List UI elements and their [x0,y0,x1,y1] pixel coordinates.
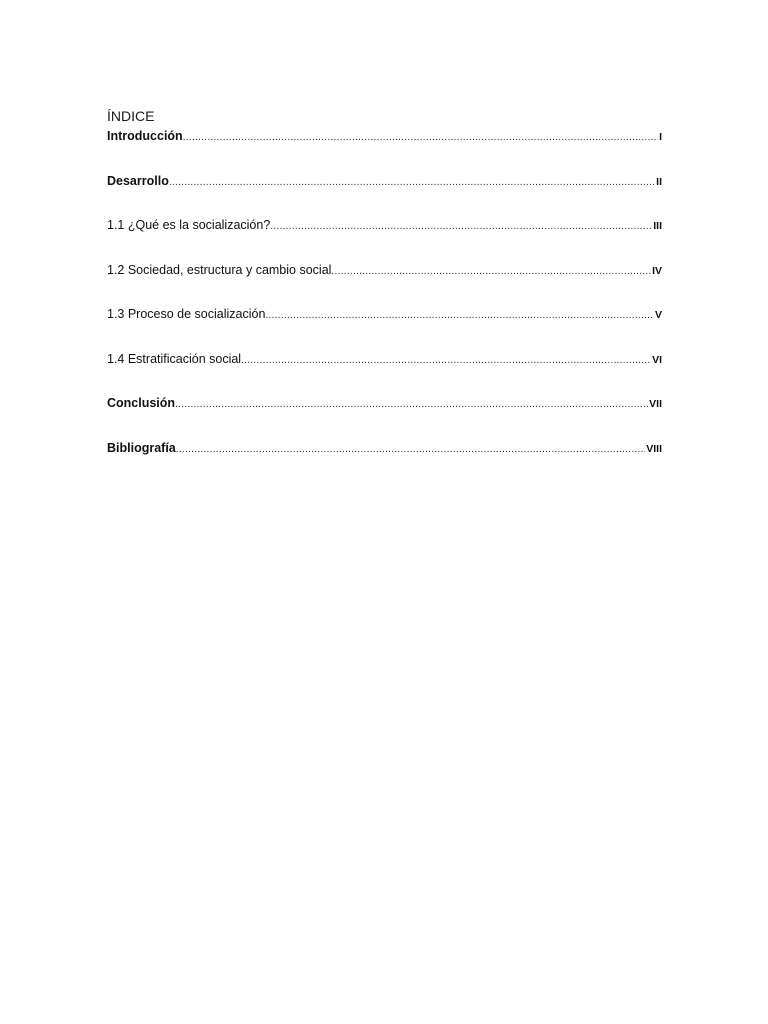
toc-entry-1-2[interactable] [107,262,662,280]
toc-entry-label: Introducción [107,129,183,143]
table-of-contents [107,106,662,458]
toc-entry-label: 1.4 Estratificación social [107,351,242,366]
toc-entry-page: VI [652,353,662,366]
toc-entry-1-3[interactable] [107,306,662,324]
dot-leader [175,397,648,413]
toc-list [107,128,662,458]
dot-leader [241,353,651,369]
toc-entry-label: 1.1 ¿Qué es la socialización? [107,218,271,232]
dot-leader [331,264,651,280]
toc-entry-introduccion[interactable] [107,128,662,146]
toc-entry-label: Conclusión [107,396,176,410]
toc-title: ÍNDICE [107,108,155,124]
toc-entry-label: 1.3 Proceso de socialización [107,307,266,321]
toc-entry-label: 1.2 Sociedad, estructura y cambio social [107,262,332,277]
toc-entry-1-4[interactable] [107,351,662,369]
toc-entry-page: II [656,175,662,188]
toc-entry-page: VII [649,398,662,410]
dot-leader [270,219,652,235]
dot-leader [183,130,658,146]
toc-entry-page: V [654,309,662,321]
dot-leader [265,308,654,324]
toc-entry-bibliografia[interactable] [107,440,662,458]
dot-leader [176,442,645,458]
toc-entry-label: Desarrollo [107,173,169,188]
toc-entry-1-1[interactable] [107,217,662,235]
dot-leader [169,175,655,191]
toc-entry-page: I [659,131,662,143]
toc-entry-page: III [653,220,662,232]
toc-entry-conclusion[interactable] [107,395,662,413]
toc-entry-page: VIII [646,442,662,455]
toc-entry-desarrollo[interactable] [107,173,662,191]
toc-entry-label: Bibliografía [107,440,176,455]
toc-entry-page: IV [652,264,662,277]
